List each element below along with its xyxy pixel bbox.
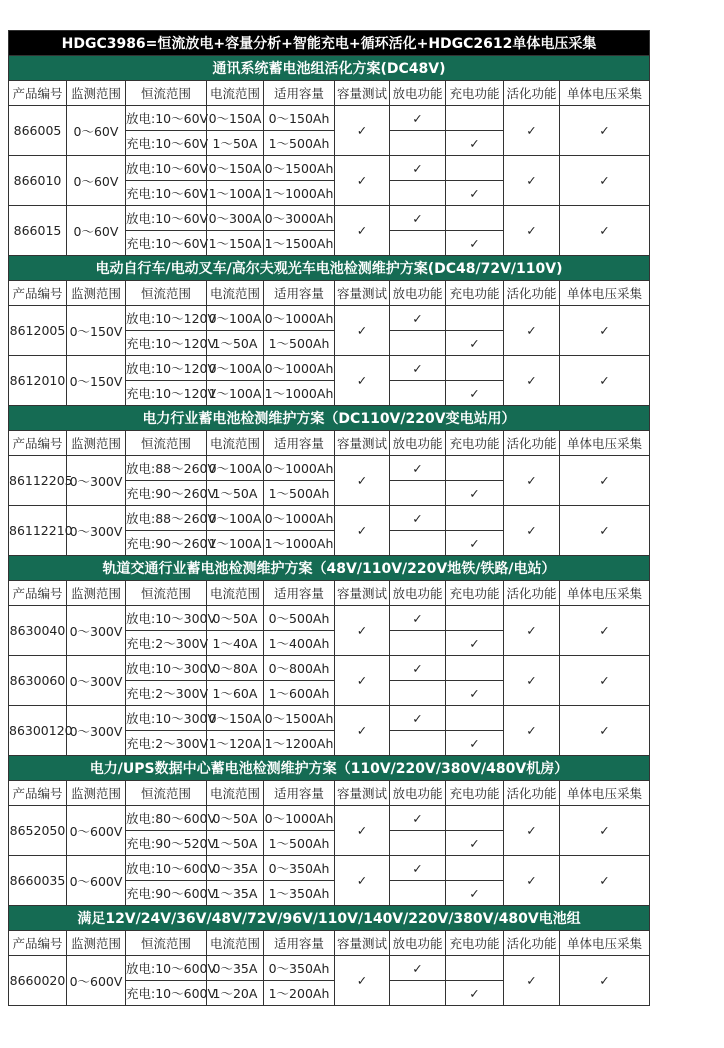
column-header: 放电功能 <box>390 781 446 806</box>
discharge-capacity: 0〜1000Ah <box>264 806 335 831</box>
discharge-current: 0〜300A <box>207 206 264 231</box>
column-header: 监测范围 <box>67 781 126 806</box>
activation-check: ✓ <box>504 706 560 756</box>
charge-capacity: 1〜500Ah <box>264 331 335 356</box>
column-header: 充电功能 <box>446 81 504 106</box>
discharge-current: 0〜50A <box>207 806 264 831</box>
cell-voltage-check: ✓ <box>560 206 650 256</box>
charge-range: 充电:10〜120V <box>126 331 207 356</box>
activation-check: ✓ <box>504 856 560 906</box>
column-header: 适用容量 <box>264 581 335 606</box>
discharge-range: 放电:10〜60V <box>126 106 207 131</box>
discharge-current: 0〜50A <box>207 606 264 631</box>
column-header: 电流范围 <box>207 431 264 456</box>
table-body <box>9 31 650 1006</box>
charge-current: 1〜35A <box>207 881 264 906</box>
charge-range: 充电:90〜260V <box>126 531 207 556</box>
column-header: 恒流范围 <box>126 581 207 606</box>
charge-function-check: ✓ <box>446 681 504 706</box>
cell-voltage-check: ✓ <box>560 356 650 406</box>
discharge-range: 放电:88〜260V <box>126 506 207 531</box>
discharge-function-check: ✓ <box>390 706 446 731</box>
charge-current: 1〜120A <box>207 731 264 756</box>
activation-check: ✓ <box>504 156 560 206</box>
discharge-capacity: 0〜1000Ah <box>264 456 335 481</box>
section-title: 轨道交通行业蓄电池检测维护方案（48V/110V/220V地铁/铁路/电站） <box>9 556 650 581</box>
monitor-range: 0〜60V <box>67 206 126 256</box>
section-header-row <box>9 56 650 81</box>
discharge-range: 放电:88〜260V <box>126 456 207 481</box>
charge-range: 充电:10〜60V <box>126 181 207 206</box>
monitor-range: 0〜150V <box>67 306 126 356</box>
column-header: 活化功能 <box>504 581 560 606</box>
column-header: 充电功能 <box>446 281 504 306</box>
empty-cell <box>446 206 504 231</box>
discharge-capacity: 0〜1500Ah <box>264 156 335 181</box>
column-header: 产品编号 <box>9 431 67 456</box>
empty-cell <box>446 656 504 681</box>
discharge-capacity: 0〜1000Ah <box>264 506 335 531</box>
table-row <box>9 506 650 531</box>
column-header: 产品编号 <box>9 931 67 956</box>
column-header: 单体电压采集 <box>560 81 650 106</box>
empty-cell <box>390 181 446 206</box>
discharge-current: 0〜35A <box>207 956 264 981</box>
column-header: 电流范围 <box>207 931 264 956</box>
activation-check: ✓ <box>504 806 560 856</box>
charge-function-check: ✓ <box>446 331 504 356</box>
charge-range: 充电:10〜60V <box>126 131 207 156</box>
column-header: 监测范围 <box>67 581 126 606</box>
empty-cell <box>446 156 504 181</box>
column-header: 放电功能 <box>390 281 446 306</box>
table-row <box>9 156 650 181</box>
capacity-test-check: ✓ <box>335 206 390 256</box>
empty-cell <box>390 481 446 506</box>
capacity-test-check: ✓ <box>335 106 390 156</box>
section-title: 通讯系统蓄电池组活化方案(DC48V) <box>9 56 650 81</box>
discharge-function-check: ✓ <box>390 506 446 531</box>
empty-cell <box>446 506 504 531</box>
charge-capacity: 1〜1000Ah <box>264 531 335 556</box>
column-header-row <box>9 281 650 306</box>
column-header: 活化功能 <box>504 281 560 306</box>
charge-range: 充电:2〜300V <box>126 731 207 756</box>
activation-check: ✓ <box>504 656 560 706</box>
cell-voltage-check: ✓ <box>560 506 650 556</box>
charge-current: 1〜100A <box>207 381 264 406</box>
column-header-row <box>9 781 650 806</box>
discharge-function-check: ✓ <box>390 856 446 881</box>
discharge-function-check: ✓ <box>390 606 446 631</box>
charge-current: 1〜100A <box>207 531 264 556</box>
product-code: 86300120 <box>9 706 67 756</box>
column-header: 电流范围 <box>207 781 264 806</box>
capacity-test-check: ✓ <box>335 306 390 356</box>
discharge-function-check: ✓ <box>390 106 446 131</box>
column-header: 放电功能 <box>390 81 446 106</box>
empty-cell <box>390 831 446 856</box>
column-header: 充电功能 <box>446 931 504 956</box>
column-header-row <box>9 81 650 106</box>
empty-cell <box>446 606 504 631</box>
activation-check: ✓ <box>504 306 560 356</box>
column-header: 监测范围 <box>67 281 126 306</box>
product-code: 8630040 <box>9 606 67 656</box>
section-header-row <box>9 906 650 931</box>
charge-function-check: ✓ <box>446 531 504 556</box>
discharge-function-check: ✓ <box>390 656 446 681</box>
cell-voltage-check: ✓ <box>560 306 650 356</box>
document-title: HDGC3986=恒流放电+容量分析+智能充电+循环活化+HDGC2612单体电压采集 <box>9 31 650 56</box>
cell-voltage-check: ✓ <box>560 656 650 706</box>
empty-cell <box>390 381 446 406</box>
column-header: 容量测试 <box>335 931 390 956</box>
charge-current: 1〜50A <box>207 131 264 156</box>
column-header: 容量测试 <box>335 81 390 106</box>
column-header: 适用容量 <box>264 931 335 956</box>
capacity-test-check: ✓ <box>335 856 390 906</box>
section-title: 电力/UPS数据中心蓄电池检测维护方案（110V/220V/380V/480V机房） <box>9 756 650 781</box>
charge-capacity: 1〜500Ah <box>264 831 335 856</box>
monitor-range: 0〜300V <box>67 706 126 756</box>
column-header: 单体电压采集 <box>560 781 650 806</box>
empty-cell <box>446 356 504 381</box>
discharge-capacity: 0〜800Ah <box>264 656 335 681</box>
column-header: 适用容量 <box>264 431 335 456</box>
capacity-test-check: ✓ <box>335 156 390 206</box>
empty-cell <box>390 731 446 756</box>
empty-cell <box>446 956 504 981</box>
table-row <box>9 456 650 481</box>
column-header: 适用容量 <box>264 781 335 806</box>
charge-current: 1〜100A <box>207 181 264 206</box>
column-header: 电流范围 <box>207 581 264 606</box>
product-code: 866015 <box>9 206 67 256</box>
charge-current: 1〜40A <box>207 631 264 656</box>
discharge-range: 放电:10〜300V <box>126 656 207 681</box>
charge-current: 1〜20A <box>207 981 264 1006</box>
monitor-range: 0〜300V <box>67 506 126 556</box>
empty-cell <box>390 681 446 706</box>
empty-cell <box>390 531 446 556</box>
empty-cell <box>446 806 504 831</box>
charge-range: 充电:10〜120V <box>126 381 207 406</box>
discharge-range: 放电:10〜120V <box>126 306 207 331</box>
discharge-current: 0〜150A <box>207 106 264 131</box>
empty-cell <box>390 981 446 1006</box>
activation-check: ✓ <box>504 606 560 656</box>
charge-capacity: 1〜500Ah <box>264 481 335 506</box>
capacity-test-check: ✓ <box>335 656 390 706</box>
title-row <box>9 31 650 56</box>
section-header-row <box>9 756 650 781</box>
activation-check: ✓ <box>504 956 560 1006</box>
discharge-current: 0〜100A <box>207 456 264 481</box>
charge-range: 充电:2〜300V <box>126 631 207 656</box>
section-title: 满足12V/24V/36V/48V/72V/96V/110V/140V/220V/380V/480V电池组 <box>9 906 650 931</box>
column-header: 单体电压采集 <box>560 581 650 606</box>
charge-function-check: ✓ <box>446 181 504 206</box>
activation-check: ✓ <box>504 506 560 556</box>
activation-check: ✓ <box>504 106 560 156</box>
discharge-capacity: 0〜3000Ah <box>264 206 335 231</box>
charge-function-check: ✓ <box>446 881 504 906</box>
column-header: 电流范围 <box>207 281 264 306</box>
activation-check: ✓ <box>504 456 560 506</box>
charge-current: 1〜50A <box>207 331 264 356</box>
empty-cell <box>446 856 504 881</box>
product-code: 8660035 <box>9 856 67 906</box>
activation-check: ✓ <box>504 206 560 256</box>
cell-voltage-check: ✓ <box>560 456 650 506</box>
column-header: 充电功能 <box>446 431 504 456</box>
column-header: 容量测试 <box>335 781 390 806</box>
product-code: 8612005 <box>9 306 67 356</box>
capacity-test-check: ✓ <box>335 356 390 406</box>
cell-voltage-check: ✓ <box>560 156 650 206</box>
column-header: 产品编号 <box>9 781 67 806</box>
discharge-current: 0〜80A <box>207 656 264 681</box>
column-header: 活化功能 <box>504 431 560 456</box>
discharge-capacity: 0〜1500Ah <box>264 706 335 731</box>
activation-check: ✓ <box>504 356 560 406</box>
column-header: 容量测试 <box>335 581 390 606</box>
column-header: 恒流范围 <box>126 431 207 456</box>
column-header: 监测范围 <box>67 431 126 456</box>
column-header: 适用容量 <box>264 281 335 306</box>
empty-cell <box>446 106 504 131</box>
column-header: 单体电压采集 <box>560 281 650 306</box>
monitor-range: 0〜60V <box>67 106 126 156</box>
section-title: 电力行业蓄电池检测维护方案（DC110V/220V变电站用） <box>9 406 650 431</box>
column-header: 容量测试 <box>335 431 390 456</box>
column-header: 产品编号 <box>9 281 67 306</box>
discharge-range: 放电:10〜300V <box>126 606 207 631</box>
discharge-capacity: 0〜350Ah <box>264 856 335 881</box>
charge-capacity: 1〜500Ah <box>264 131 335 156</box>
charge-range: 充电:90〜520V <box>126 831 207 856</box>
charge-capacity: 1〜350Ah <box>264 881 335 906</box>
charge-capacity: 1〜1500Ah <box>264 231 335 256</box>
column-header: 适用容量 <box>264 81 335 106</box>
charge-current: 1〜50A <box>207 481 264 506</box>
discharge-range: 放电:80〜600V <box>126 806 207 831</box>
charge-range: 充电:10〜60V <box>126 231 207 256</box>
table-row <box>9 206 650 231</box>
column-header: 产品编号 <box>9 581 67 606</box>
section-header-row <box>9 406 650 431</box>
monitor-range: 0〜300V <box>67 606 126 656</box>
discharge-range: 放电:10〜60V <box>126 206 207 231</box>
empty-cell <box>390 331 446 356</box>
empty-cell <box>446 706 504 731</box>
column-header-row <box>9 581 650 606</box>
discharge-function-check: ✓ <box>390 156 446 181</box>
charge-range: 充电:90〜260V <box>126 481 207 506</box>
column-header: 放电功能 <box>390 431 446 456</box>
empty-cell <box>390 631 446 656</box>
discharge-range: 放电:10〜600V <box>126 956 207 981</box>
discharge-function-check: ✓ <box>390 356 446 381</box>
spec-table <box>8 30 650 1006</box>
capacity-test-check: ✓ <box>335 456 390 506</box>
table-row <box>9 856 650 881</box>
table-row <box>9 806 650 831</box>
charge-range: 充电:2〜300V <box>126 681 207 706</box>
column-header: 活化功能 <box>504 81 560 106</box>
discharge-function-check: ✓ <box>390 206 446 231</box>
table-row <box>9 106 650 131</box>
column-header: 活化功能 <box>504 931 560 956</box>
empty-cell <box>446 456 504 481</box>
capacity-test-check: ✓ <box>335 956 390 1006</box>
charge-capacity: 1〜1000Ah <box>264 381 335 406</box>
discharge-capacity: 0〜1000Ah <box>264 356 335 381</box>
column-header: 单体电压采集 <box>560 431 650 456</box>
discharge-capacity: 0〜500Ah <box>264 606 335 631</box>
table-row <box>9 706 650 731</box>
discharge-capacity: 0〜1000Ah <box>264 306 335 331</box>
monitor-range: 0〜300V <box>67 456 126 506</box>
discharge-function-check: ✓ <box>390 306 446 331</box>
charge-range: 充电:90〜600V <box>126 881 207 906</box>
cell-voltage-check: ✓ <box>560 956 650 1006</box>
monitor-range: 0〜600V <box>67 806 126 856</box>
column-header-row <box>9 431 650 456</box>
charge-function-check: ✓ <box>446 381 504 406</box>
charge-current: 1〜150A <box>207 231 264 256</box>
column-header-row <box>9 931 650 956</box>
section-header-row <box>9 256 650 281</box>
discharge-capacity: 0〜350Ah <box>264 956 335 981</box>
discharge-current: 0〜100A <box>207 356 264 381</box>
discharge-current: 0〜150A <box>207 156 264 181</box>
cell-voltage-check: ✓ <box>560 106 650 156</box>
column-header: 放电功能 <box>390 931 446 956</box>
column-header: 单体电压采集 <box>560 931 650 956</box>
column-header: 监测范围 <box>67 81 126 106</box>
charge-current: 1〜60A <box>207 681 264 706</box>
product-code: 8612010 <box>9 356 67 406</box>
discharge-current: 0〜100A <box>207 506 264 531</box>
charge-capacity: 1〜1200Ah <box>264 731 335 756</box>
empty-cell <box>390 881 446 906</box>
charge-capacity: 1〜400Ah <box>264 631 335 656</box>
capacity-test-check: ✓ <box>335 806 390 856</box>
cell-voltage-check: ✓ <box>560 806 650 856</box>
cell-voltage-check: ✓ <box>560 606 650 656</box>
section-header-row <box>9 556 650 581</box>
discharge-current: 0〜150A <box>207 706 264 731</box>
product-code: 8652050 <box>9 806 67 856</box>
product-code: 86112210 <box>9 506 67 556</box>
empty-cell <box>446 306 504 331</box>
discharge-range: 放电:10〜60V <box>126 156 207 181</box>
charge-function-check: ✓ <box>446 231 504 256</box>
charge-range: 充电:10〜600V <box>126 981 207 1006</box>
charge-function-check: ✓ <box>446 631 504 656</box>
monitor-range: 0〜600V <box>67 956 126 1006</box>
column-header: 恒流范围 <box>126 81 207 106</box>
product-code: 866010 <box>9 156 67 206</box>
charge-function-check: ✓ <box>446 131 504 156</box>
empty-cell <box>390 231 446 256</box>
capacity-test-check: ✓ <box>335 506 390 556</box>
capacity-test-check: ✓ <box>335 706 390 756</box>
column-header: 充电功能 <box>446 781 504 806</box>
discharge-function-check: ✓ <box>390 956 446 981</box>
product-code: 866005 <box>9 106 67 156</box>
column-header: 容量测试 <box>335 281 390 306</box>
charge-capacity: 1〜1000Ah <box>264 181 335 206</box>
product-code: 8630060 <box>9 656 67 706</box>
monitor-range: 0〜150V <box>67 356 126 406</box>
discharge-function-check: ✓ <box>390 806 446 831</box>
column-header: 电流范围 <box>207 81 264 106</box>
discharge-range: 放电:10〜120V <box>126 356 207 381</box>
column-header: 产品编号 <box>9 81 67 106</box>
table-row <box>9 956 650 981</box>
product-code: 86112205 <box>9 456 67 506</box>
discharge-range: 放电:10〜600V <box>126 856 207 881</box>
table-row <box>9 356 650 381</box>
monitor-range: 0〜600V <box>67 856 126 906</box>
charge-capacity: 1〜600Ah <box>264 681 335 706</box>
capacity-test-check: ✓ <box>335 606 390 656</box>
column-header: 充电功能 <box>446 581 504 606</box>
table-row <box>9 656 650 681</box>
charge-current: 1〜50A <box>207 831 264 856</box>
discharge-current: 0〜35A <box>207 856 264 881</box>
charge-function-check: ✓ <box>446 981 504 1006</box>
charge-function-check: ✓ <box>446 481 504 506</box>
discharge-capacity: 0〜150Ah <box>264 106 335 131</box>
product-code: 8660020 <box>9 956 67 1006</box>
charge-function-check: ✓ <box>446 831 504 856</box>
column-header: 活化功能 <box>504 781 560 806</box>
column-header: 恒流范围 <box>126 931 207 956</box>
cell-voltage-check: ✓ <box>560 856 650 906</box>
charge-function-check: ✓ <box>446 731 504 756</box>
monitor-range: 0〜300V <box>67 656 126 706</box>
charge-capacity: 1〜200Ah <box>264 981 335 1006</box>
section-title: 电动自行车/电动叉车/高尔夫观光车电池检测维护方案(DC48/72V/110V) <box>9 256 650 281</box>
table-row <box>9 306 650 331</box>
discharge-current: 0〜100A <box>207 306 264 331</box>
table-row <box>9 606 650 631</box>
column-header: 恒流范围 <box>126 781 207 806</box>
empty-cell <box>390 131 446 156</box>
monitor-range: 0〜60V <box>67 156 126 206</box>
column-header: 恒流范围 <box>126 281 207 306</box>
discharge-function-check: ✓ <box>390 456 446 481</box>
column-header: 放电功能 <box>390 581 446 606</box>
discharge-range: 放电:10〜300V <box>126 706 207 731</box>
cell-voltage-check: ✓ <box>560 706 650 756</box>
column-header: 监测范围 <box>67 931 126 956</box>
